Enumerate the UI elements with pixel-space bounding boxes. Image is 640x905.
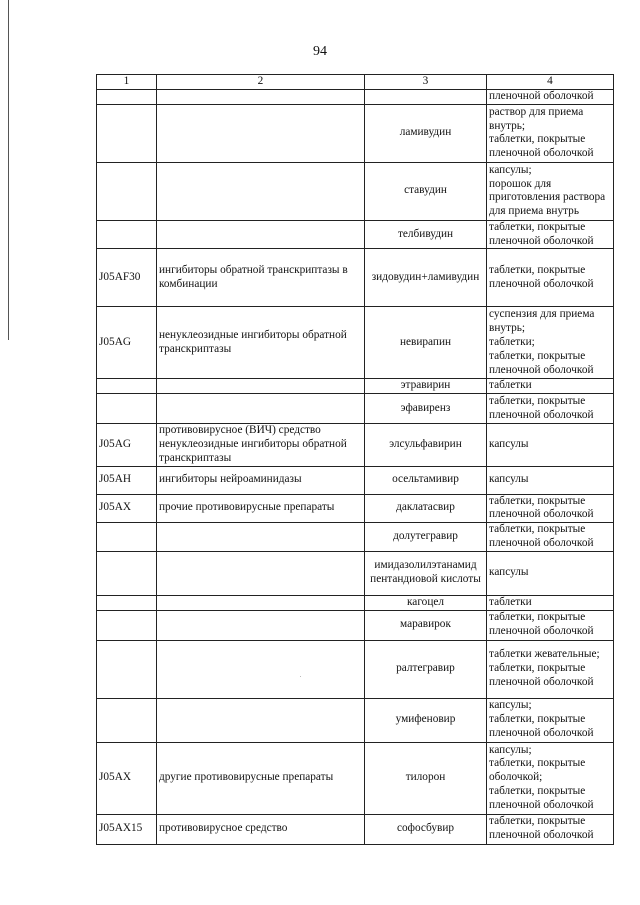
- dosage-form-cell: таблетки жевательные; таблетки, покрытые пленочной оболочкой: [487, 640, 614, 698]
- table-row: [97, 610, 614, 640]
- atc-code-cell: [97, 162, 157, 220]
- drug-name-cell: ставудин: [365, 162, 487, 220]
- drug-name-cell: ламивудин: [365, 104, 487, 162]
- dosage-form-cell: капсулы: [487, 466, 614, 494]
- drug-name-cell: долутегравир: [365, 523, 487, 552]
- dosage-form-cell: капсулы: [487, 551, 614, 595]
- drug-name-cell: тилорон: [365, 742, 487, 814]
- atc-code-cell: [97, 698, 157, 742]
- table-row: [97, 640, 614, 698]
- dosage-form-cell: таблетки, покрытые пленочной оболочкой: [487, 814, 614, 844]
- drug-name-cell: софосбувир: [365, 814, 487, 844]
- atc-code-cell: J05AF30: [97, 249, 157, 307]
- group-name-cell: [157, 90, 365, 105]
- group-name-cell: [157, 162, 365, 220]
- atc-code-cell: J05AG: [97, 424, 157, 466]
- drug-name-cell: ралтегравир: [365, 640, 487, 698]
- dosage-form-cell: таблетки: [487, 595, 614, 610]
- group-name-cell: ненуклеозидные ингибиторы обратной транскриптазы: [157, 307, 365, 379]
- drug-name-cell: даклатасвир: [365, 494, 487, 523]
- table-body: [97, 90, 614, 845]
- atc-code-cell: [97, 104, 157, 162]
- atc-code-cell: J05AG: [97, 307, 157, 379]
- dosage-form-cell: суспензия для приема внутрь; таблетки; таблетки, покрытые пленочной оболочкой: [487, 307, 614, 379]
- group-name-cell: другие противовирусные препараты: [157, 742, 365, 814]
- drug-name-cell: эфавиренз: [365, 394, 487, 424]
- drug-name-cell: невирапин: [365, 307, 487, 379]
- atc-code-cell: [97, 523, 157, 552]
- table-row: [97, 90, 614, 105]
- group-name-cell: [157, 523, 365, 552]
- table-row: [97, 424, 614, 466]
- scan-speck: [300, 676, 301, 677]
- dosage-form-cell: таблетки, покрытые пленочной оболочкой: [487, 394, 614, 424]
- group-name-cell: [157, 394, 365, 424]
- group-name-cell: прочие противовирусные препараты: [157, 494, 365, 523]
- table-row: [97, 307, 614, 379]
- group-name-cell: [157, 610, 365, 640]
- dosage-form-cell: капсулы: [487, 424, 614, 466]
- dosage-form-cell: капсулы; таблетки, покрытые оболочкой; таблетки, покрытые пленочной оболочкой: [487, 742, 614, 814]
- dosage-form-cell: пленочной оболочкой: [487, 90, 614, 105]
- table-row: [97, 814, 614, 844]
- atc-code-cell: [97, 394, 157, 424]
- drug-name-cell: зидовудин+ламивудин: [365, 249, 487, 307]
- drug-name-cell: умифеновир: [365, 698, 487, 742]
- table-row: [97, 220, 614, 249]
- drug-name-cell: [365, 90, 487, 105]
- table-row: [97, 595, 614, 610]
- group-name-cell: [157, 595, 365, 610]
- table-row: [97, 162, 614, 220]
- group-name-cell: [157, 220, 365, 249]
- atc-code-cell: [97, 610, 157, 640]
- column-header-4: 4: [487, 75, 614, 90]
- drug-table: [96, 74, 614, 845]
- atc-code-cell: [97, 379, 157, 394]
- table-row: [97, 742, 614, 814]
- group-name-cell: [157, 698, 365, 742]
- group-name-cell: противовирусное (ВИЧ) средство ненуклеозидные ингибиторы обратной транскриптазы: [157, 424, 365, 466]
- group-name-cell: [157, 640, 365, 698]
- atc-code-cell: [97, 640, 157, 698]
- drug-name-cell: этравирин: [365, 379, 487, 394]
- table-row: [97, 249, 614, 307]
- dosage-form-cell: капсулы; таблетки, покрытые пленочной оболочкой: [487, 698, 614, 742]
- table-row: [97, 551, 614, 595]
- drug-name-cell: телбивудин: [365, 220, 487, 249]
- dosage-form-cell: таблетки, покрытые пленочной оболочкой: [487, 523, 614, 552]
- group-name-cell: противовирусное средство: [157, 814, 365, 844]
- table-row: [97, 466, 614, 494]
- atc-code-cell: [97, 90, 157, 105]
- dosage-form-cell: таблетки, покрытые пленочной оболочкой: [487, 220, 614, 249]
- table-row: [97, 379, 614, 394]
- group-name-cell: [157, 104, 365, 162]
- table-row: [97, 494, 614, 523]
- drug-name-cell: элсульфавирин: [365, 424, 487, 466]
- dosage-form-cell: раствор для приема внутрь; таблетки, покрытые пленочной оболочкой: [487, 104, 614, 162]
- atc-code-cell: J05AX15: [97, 814, 157, 844]
- drug-name-cell: осельтамивир: [365, 466, 487, 494]
- atc-code-cell: J05AX: [97, 494, 157, 523]
- group-name-cell: [157, 379, 365, 394]
- group-name-cell: ингибиторы нейроаминидазы: [157, 466, 365, 494]
- page-number: 94: [313, 44, 327, 59]
- header-row: [97, 75, 614, 90]
- table-row: [97, 104, 614, 162]
- dosage-form-cell: таблетки: [487, 379, 614, 394]
- atc-code-cell: J05AX: [97, 742, 157, 814]
- dosage-form-cell: капсулы; порошок для приготовления раствора для приема внутрь: [487, 162, 614, 220]
- group-name-cell: ингибиторы обратной транскриптазы в комбинации: [157, 249, 365, 307]
- table-row: [97, 523, 614, 552]
- column-header-2: 2: [157, 75, 365, 90]
- drug-name-cell: маравирок: [365, 610, 487, 640]
- dosage-form-cell: таблетки, покрытые пленочной оболочкой: [487, 249, 614, 307]
- dosage-form-cell: таблетки, покрытые пленочной оболочкой: [487, 610, 614, 640]
- group-name-cell: [157, 551, 365, 595]
- column-header-3: 3: [365, 75, 487, 90]
- atc-code-cell: J05AH: [97, 466, 157, 494]
- atc-code-cell: [97, 595, 157, 610]
- drug-name-cell: кагоцел: [365, 595, 487, 610]
- table-row: [97, 698, 614, 742]
- column-header-1: 1: [97, 75, 157, 90]
- drug-name-cell: имидазолилэтанамид пентандиовой кислоты: [365, 551, 487, 595]
- atc-code-cell: [97, 551, 157, 595]
- table-row: [97, 394, 614, 424]
- dosage-form-cell: таблетки, покрытые пленочной оболочкой: [487, 494, 614, 523]
- atc-code-cell: [97, 220, 157, 249]
